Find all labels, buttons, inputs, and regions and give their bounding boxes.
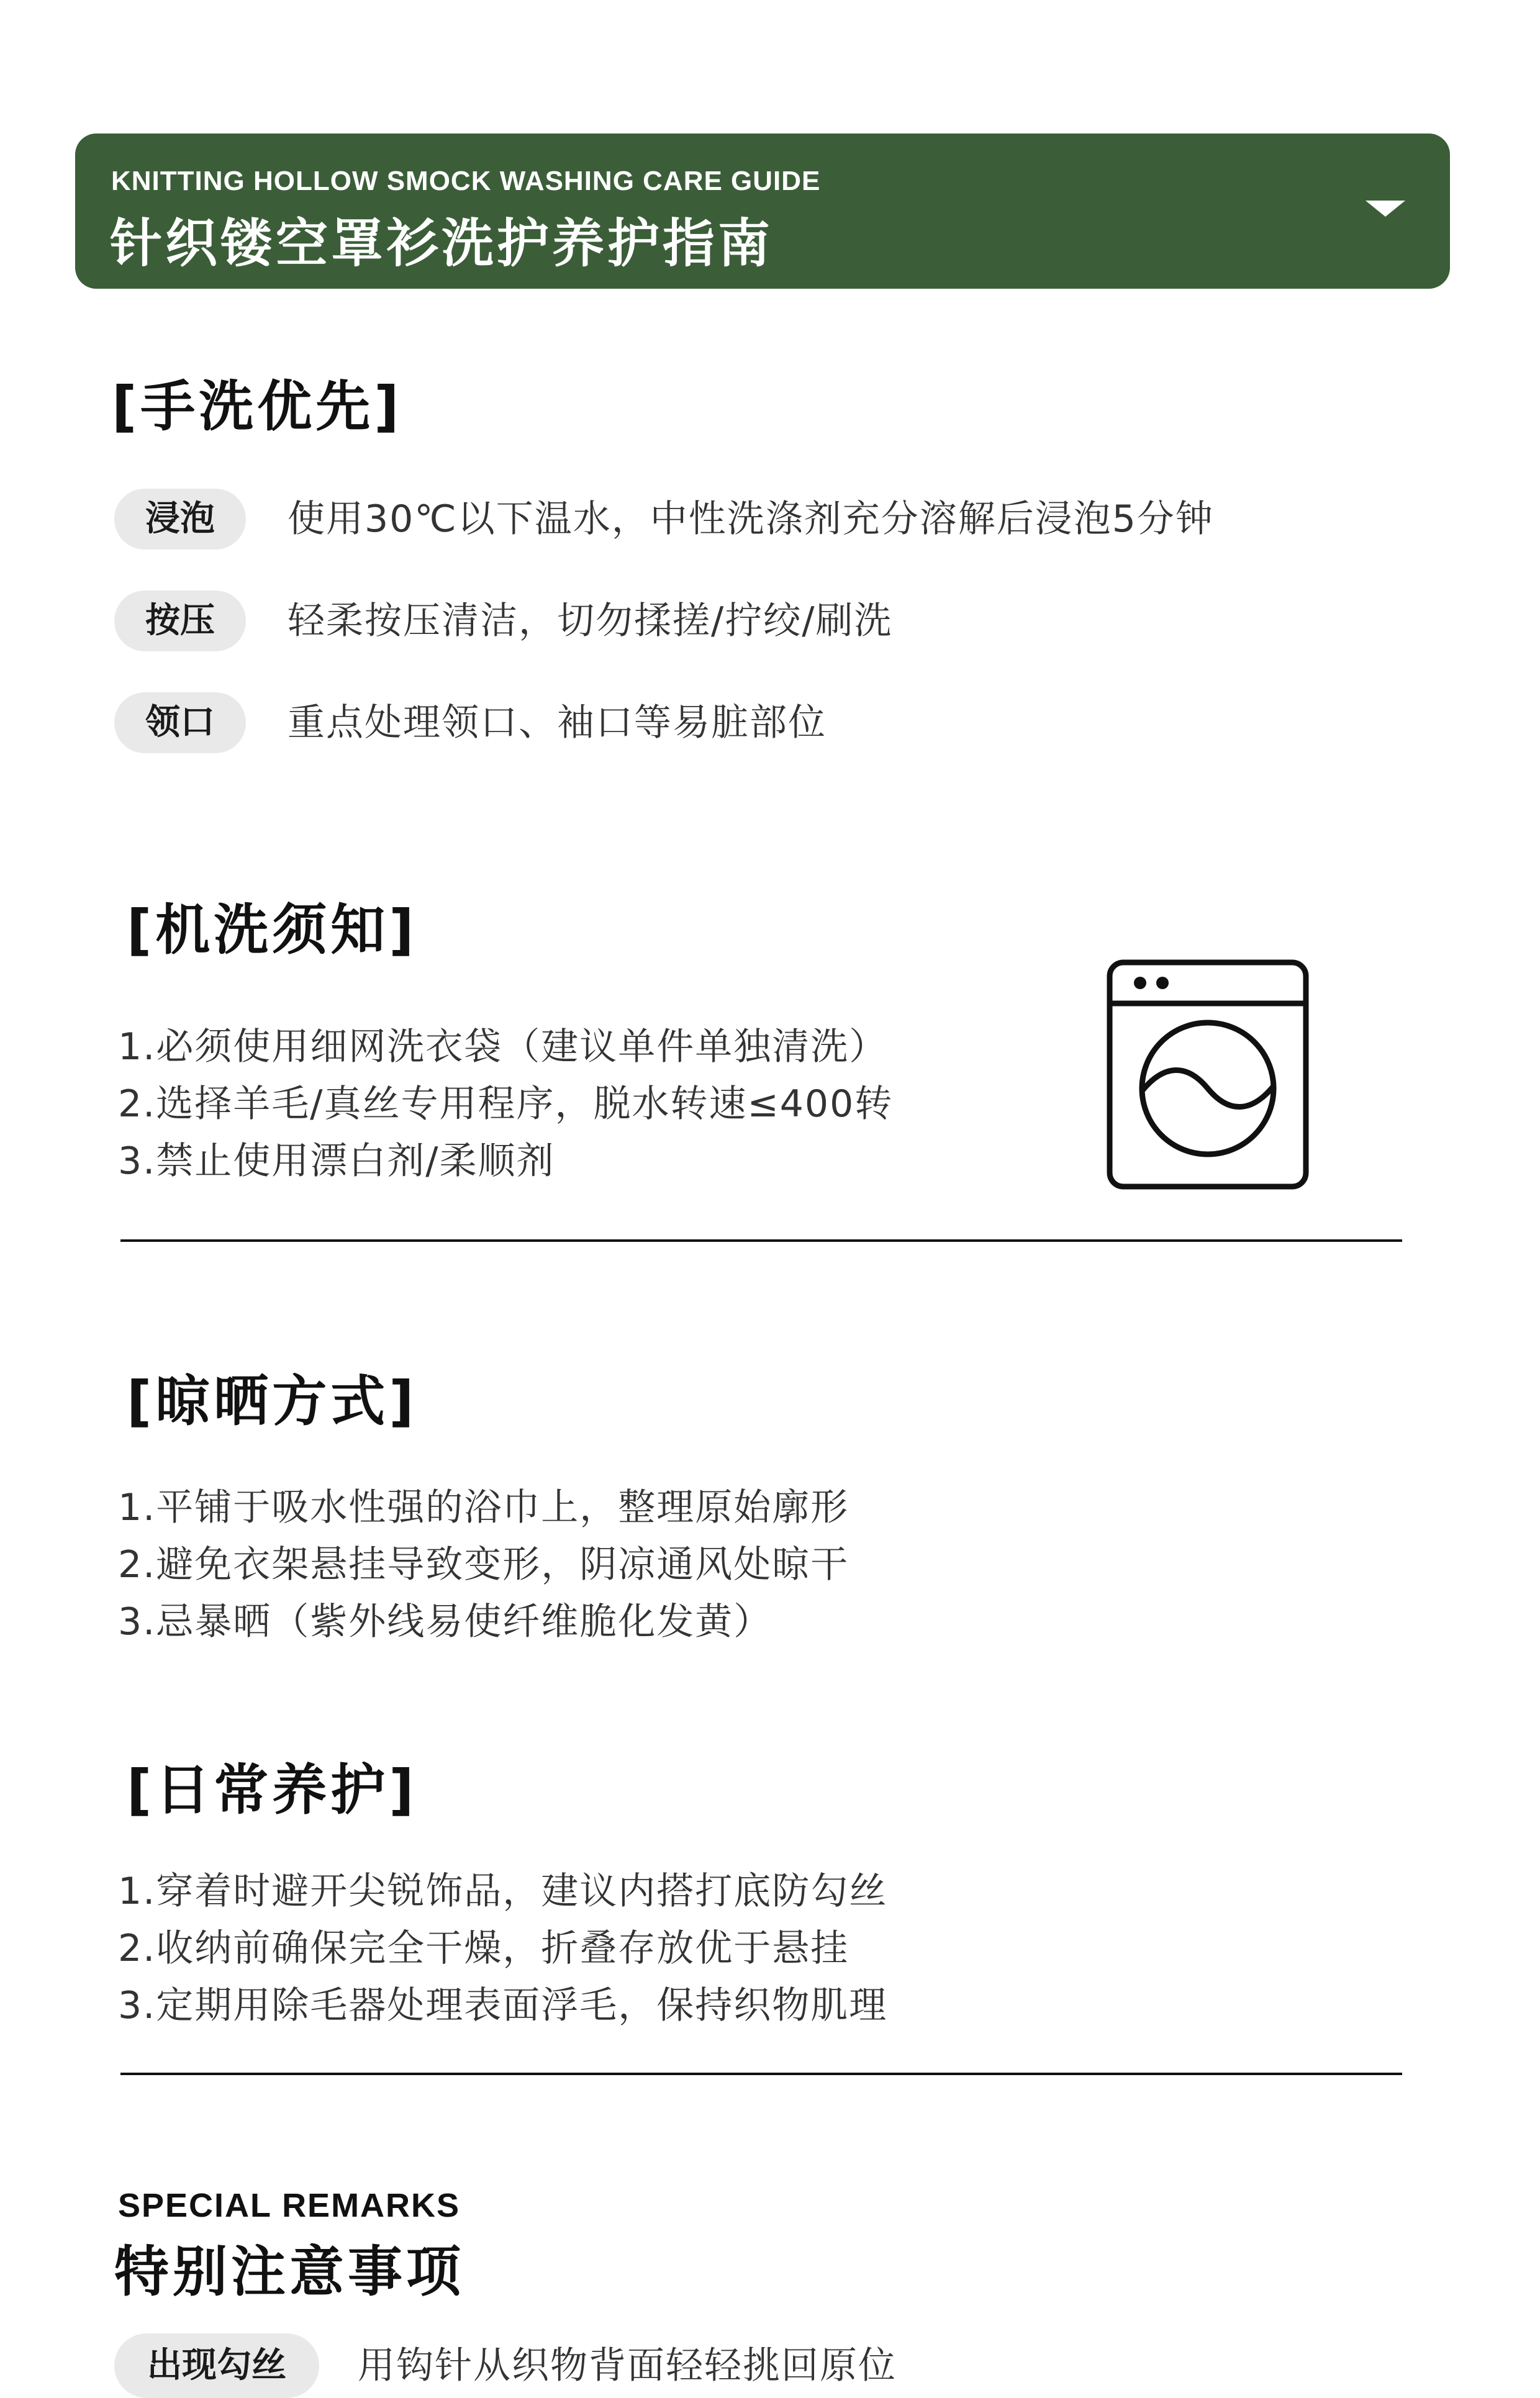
remark-label-snag: 出现勾丝 bbox=[114, 2333, 319, 2398]
drying-list bbox=[118, 1479, 849, 1650]
step-text-press: 轻柔按压清洁，切勿揉搓/拧绞/刷洗 bbox=[288, 599, 893, 643]
machine-wash-list bbox=[118, 1018, 893, 1190]
daily-care-heading: [日常养护] bbox=[127, 1758, 418, 1822]
drying-heading: [晾晒方式] bbox=[127, 1369, 418, 1433]
list-item: 1.平铺于吸水性强的浴巾上，整理原始廓形 bbox=[118, 1486, 849, 1529]
list-item: 3.忌暴晒（紫外线易使纤维脆化发黄） bbox=[118, 1600, 772, 1644]
special-remarks-title-en: SPECIAL REMARKS bbox=[118, 2187, 461, 2224]
step-label-collar: 领口 bbox=[114, 692, 246, 753]
list-item: 1.必须使用细网洗衣袋（建议单件单独清洗） bbox=[118, 1025, 888, 1069]
header-title-en: KNITTING HOLLOW SMOCK WASHING CARE GUIDE bbox=[111, 166, 821, 196]
chevron-down-icon[interactable] bbox=[1366, 201, 1405, 217]
step-label-soak: 浸泡 bbox=[114, 489, 246, 550]
list-item: 3.禁止使用漂白剂/柔顺剂 bbox=[118, 1139, 555, 1183]
section-divider bbox=[120, 2073, 1402, 2075]
washing-machine-icon bbox=[1105, 958, 1310, 1191]
daily-care-list bbox=[118, 1863, 887, 2034]
guide-header-banner[interactable] bbox=[75, 133, 1450, 289]
step-text-collar: 重点处理领口、袖口等易脏部位 bbox=[288, 701, 827, 744]
machine-wash-heading: [机洗须知] bbox=[127, 898, 418, 962]
special-remarks-title-cn: 特别注意事项 bbox=[114, 2240, 465, 2304]
list-item: 3.定期用除毛器处理表面浮毛，保持织物肌理 bbox=[118, 1984, 888, 2027]
hand-wash-heading: [手洗优先] bbox=[112, 374, 403, 438]
list-item: 1.穿着时避开尖锐饰品，建议内搭打底防勾丝 bbox=[118, 1870, 888, 1913]
header-title-cn: 针织镂空罩衫洗护养护指南 bbox=[110, 213, 774, 274]
list-item: 2.收纳前确保完全干燥，折叠存放优于悬挂 bbox=[118, 1927, 849, 1970]
list-item: 2.避免衣架悬挂导致变形，阴凉通风处晾干 bbox=[118, 1543, 849, 1586]
step-label-press: 按压 bbox=[114, 590, 246, 651]
remark-text-snag: 用钩针从织物背面轻轻挑回原位 bbox=[358, 2344, 897, 2387]
list-item: 2.选择羊毛/真丝专用程序，脱水转速≤400转 bbox=[118, 1082, 894, 1126]
section-divider bbox=[120, 1239, 1402, 1242]
step-text-soak: 使用30℃以下温水，中性洗涤剂充分溶解后浸泡5分钟 bbox=[288, 497, 1214, 541]
